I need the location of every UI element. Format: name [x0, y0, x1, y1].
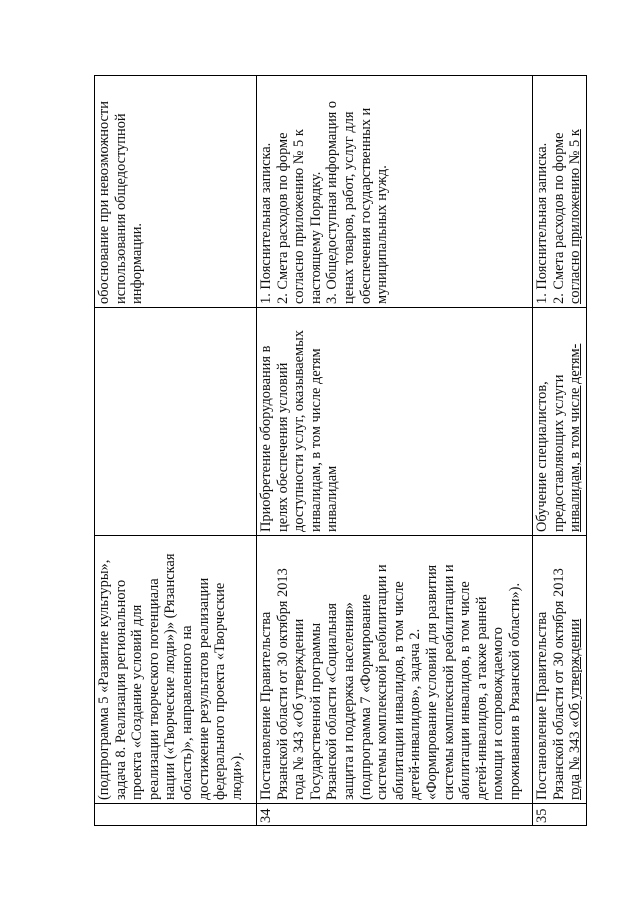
table-row: [533, 76, 587, 826]
purpose-cell: Обучение специалистов, предоставляющих услуги инвалидам, в том числе детям-: [533, 308, 587, 536]
table-row: [257, 76, 533, 826]
table-row: [95, 76, 257, 826]
row-number-cell: [95, 804, 257, 826]
rotated-table-wrapper: [94, 76, 586, 826]
row-number-cell: 35: [533, 804, 587, 826]
purpose-cell: Приобретение оборудования в целях обеспечения условий доступности услуг, оказываемых инвалидам, в том числе детям инвалидам: [257, 308, 533, 536]
normative-document-cell: Постановление Правительства Рязанской области от 30 октября 2013 года № 343 «Об утверждении: [533, 536, 587, 804]
purpose-cell: [95, 308, 257, 536]
required-documents-cell: обоснование при невозможности использования общедоступной информации.: [95, 76, 257, 308]
funding-table: [94, 75, 587, 826]
normative-document-cell: (подпрограмма 5 «Развитие культуры», задача 8. Реализация регионального проекта «Создание условий для реализации творческого потенциала нации («Творческие люди»)» (Рязанская область)», направленного на достижение результатов реализации федерального проекта «Творческие люди»).: [95, 536, 257, 804]
required-documents-cell: 1. Пояснительная записка. 2. Смета расходов по форме согласно приложению № 5 к: [533, 76, 587, 308]
required-documents-cell: 1. Пояснительная записка. 2. Смета расходов по форме согласно приложению № 5 к настоящему Порядку. 3. Общедоступная информация о ценах товаров, работ, услуг для обеспечения государственных и муниципальных нужд.: [257, 76, 533, 308]
row-number-cell: 34: [257, 804, 533, 826]
normative-document-cell: Постановление Правительства Рязанской области от 30 октября 2013 года № 343 «Об утверждении Государственной программы Рязанской области «Социальная защита и поддержка населения» (подпрограмма 7 «Формирование системы комплексной реабилитации и абилитации инвалидов, в том числе детей-инвалидов», задача 2. «Формирование условий для развития системы комплексной реабилитации и абилитации инвалидов, в том числе детей-инвалидов, а также ранней помощи и сопровождаемого проживания в Рязанской области»).: [257, 536, 533, 804]
